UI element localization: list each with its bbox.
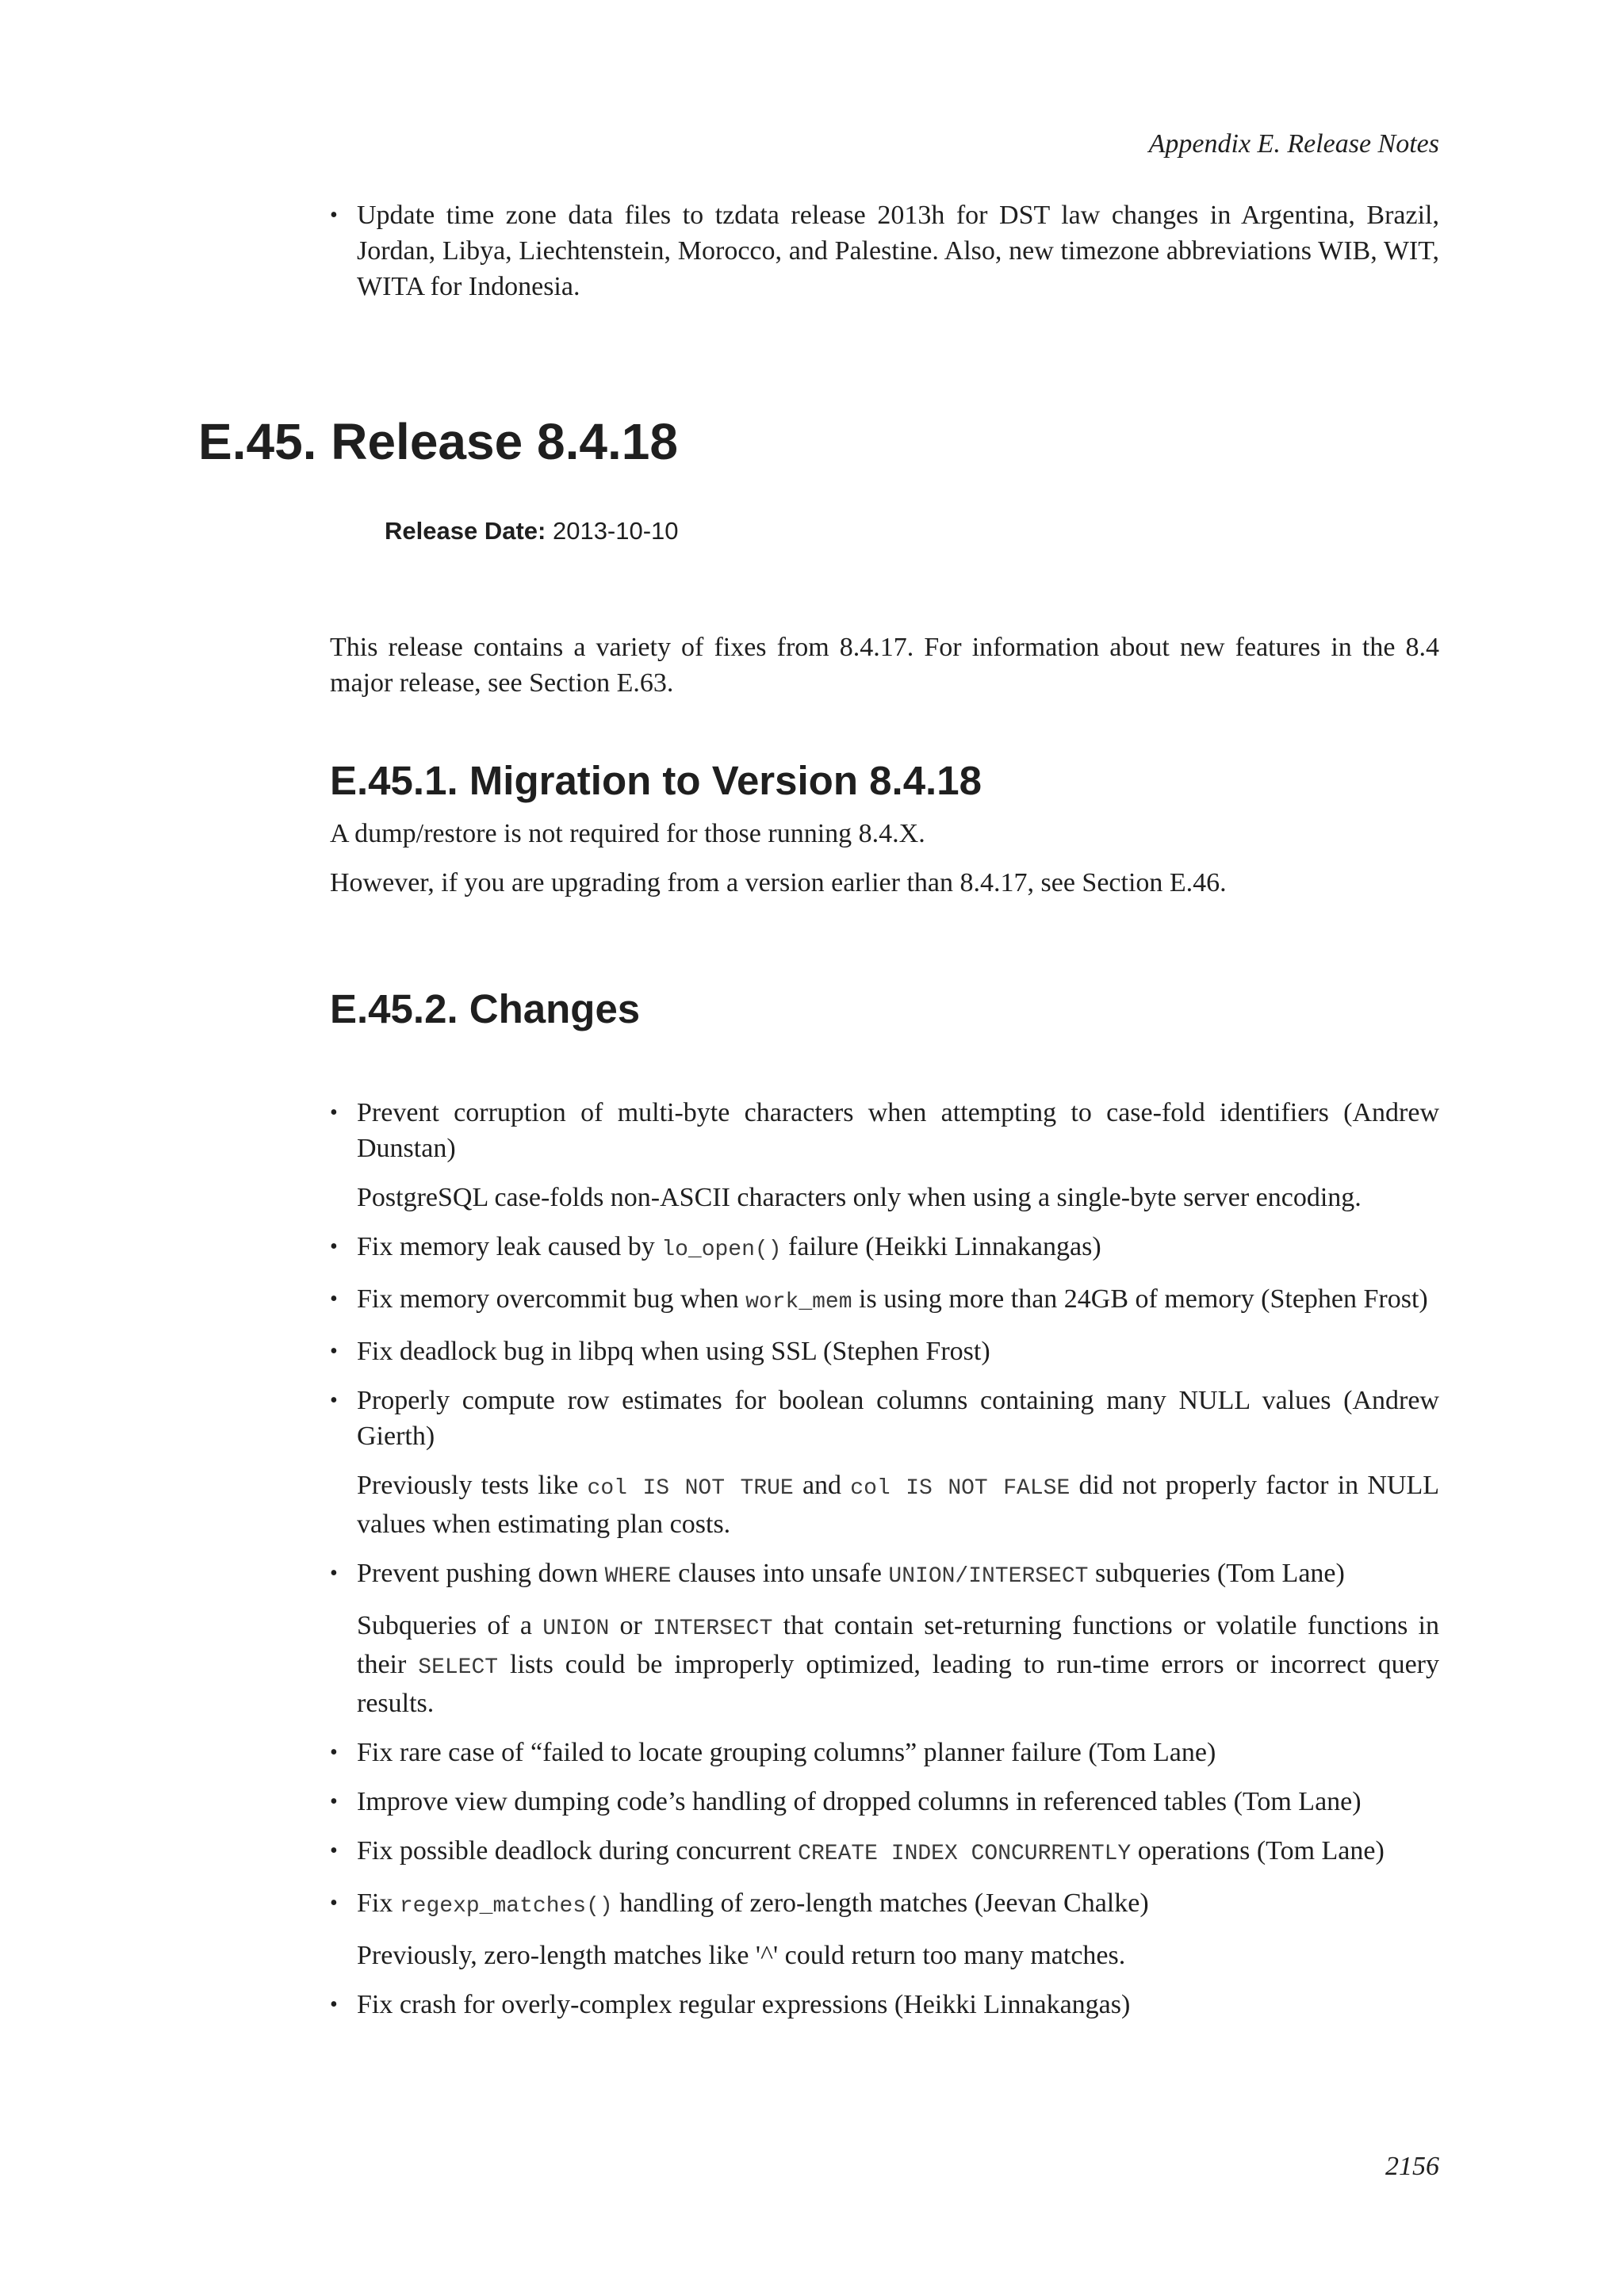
list-item-text: Update time zone data files to tzdata release 2013h for DST law changes in Argentina, Brazil, Jordan, Libya, Liechtenstein, Morocco, and Palestine. Also, new timezone abbreviations WIB, WIT, WITA for Indonesia. — [357, 201, 1439, 301]
code-lo-open: lo_open() — [661, 1238, 782, 1262]
code-col-is-not-false: col IS NOT FALSE — [850, 1476, 1071, 1501]
migration-paragraph-2: However, if you are upgrading from a version earlier than 8.4.17, see Section E.46. — [330, 868, 1227, 897]
list-item — [330, 1885, 1439, 1924]
list-item-text: operations (Tom Lane) — [1131, 1836, 1385, 1866]
list-item-text: Fix possible deadlock during concurrent — [357, 1836, 799, 1866]
changes-section — [330, 985, 1439, 1032]
note-text: that contain set-returning functions or volatile functions in their — [357, 1611, 1439, 1679]
list-item-text: Fix — [357, 1888, 400, 1918]
list-item — [330, 1281, 1439, 1320]
bullet-icon: • — [330, 1992, 338, 2017]
bullet-icon: • — [330, 1740, 338, 1765]
migration-paragraph-1: A dump/restore is not required for those running 8.4.X. — [330, 819, 925, 848]
release-date-value: 2013-10-10 — [552, 517, 679, 545]
list-item — [330, 1987, 1439, 2022]
bullet-icon: • — [330, 1100, 338, 1125]
list-item-note: Previously, zero-length matches like '^' could return too many matches. — [357, 1941, 1126, 1970]
bullet-icon: • — [330, 1839, 338, 1863]
migration-heading: E.45.1. Migration to Version 8.4.18 — [330, 758, 982, 803]
list-item — [330, 1334, 1439, 1369]
list-item — [330, 1383, 1439, 1454]
list-item-text: Prevent corruption of multi-byte characters when attempting to case-fold identifiers (Andrew Dunstan) — [357, 1098, 1439, 1163]
code-work-mem: work_mem — [745, 1290, 852, 1314]
list-item-text: failure (Heikki Linnakangas) — [781, 1232, 1101, 1261]
list-item-text: Fix memory leak caused by — [357, 1232, 662, 1261]
bullet-icon: • — [330, 1388, 338, 1413]
running-header: Appendix E. Release Notes — [1148, 129, 1439, 159]
list-item-text: is using more than 24GB of memory (Stephen Frost) — [852, 1284, 1428, 1314]
list-item-text: Properly compute row estimates for boolean columns containing many NULL values (Andrew Gierth) — [357, 1386, 1439, 1451]
changes-heading: E.45.2. Changes — [330, 986, 641, 1031]
note-text: Subqueries of a — [357, 1611, 543, 1640]
list-item-text: Prevent pushing down — [357, 1559, 605, 1588]
list-item — [330, 197, 1439, 304]
list-item-text: Fix crash for overly-complex regular expressions (Heikki Linnakangas) — [357, 1990, 1131, 2019]
list-item-text: Fix memory overcommit bug when — [357, 1284, 746, 1314]
bullet-icon: • — [330, 1234, 338, 1259]
list-item — [330, 1556, 1439, 1594]
code-intersect: INTERSECT — [653, 1617, 773, 1641]
page-number: 2156 — [1385, 2152, 1439, 2181]
migration-section — [330, 757, 1439, 901]
intro-paragraph: This release contains a variety of fixes from 8.4.17. For information about new features in the 8.4 major release, see Section E.63. — [330, 633, 1439, 698]
release-date — [385, 517, 679, 545]
bullet-icon: • — [330, 1789, 338, 1814]
code-col-is-not-true: col IS NOT TRUE — [587, 1476, 794, 1501]
list-item-text: clauses into unsafe — [671, 1559, 889, 1588]
list-item-text: Fix rare case of “failed to locate grouping columns” planner failure (Tom Lane) — [357, 1738, 1216, 1767]
code-select: SELECT — [418, 1655, 499, 1680]
note-text: Previously tests like — [357, 1471, 588, 1500]
note-text: lists could be improperly optimized, leading to run-time errors or incorrect query results. — [357, 1650, 1439, 1718]
note-text: or — [609, 1611, 653, 1640]
code-where: WHERE — [604, 1564, 672, 1589]
list-item — [330, 1833, 1439, 1872]
note-text: and — [793, 1471, 851, 1500]
list-item — [330, 1735, 1439, 1770]
list-item-note — [330, 1468, 1439, 1542]
top-bullet-list — [330, 197, 1439, 304]
intro-block — [330, 629, 1439, 701]
list-item — [330, 1095, 1439, 1166]
note-text: did not properly factor in NULL values when estimating plan costs. — [357, 1471, 1440, 1539]
release-date-label: Release Date: — [385, 517, 546, 545]
bullet-icon: • — [330, 1339, 338, 1364]
bullet-icon: • — [330, 1891, 338, 1915]
section-title: E.45. Release 8.4.18 — [198, 413, 678, 470]
code-regexp-matches: regexp_matches() — [399, 1894, 613, 1919]
list-item — [330, 1784, 1439, 1820]
code-union-intersect: UNION/INTERSECT — [888, 1564, 1089, 1589]
list-item-text: handling of zero-length matches (Jeevan Chalke) — [612, 1888, 1149, 1918]
bullet-icon: • — [330, 1561, 338, 1586]
bullet-icon: • — [330, 1287, 338, 1311]
list-item-note: PostgreSQL case-folds non-ASCII characters only when using a single-byte server encoding. — [357, 1183, 1362, 1212]
list-item-text: subqueries (Tom Lane) — [1088, 1559, 1345, 1588]
list-item-note — [330, 1608, 1439, 1721]
code-union: UNION — [542, 1617, 610, 1641]
list-item-text: Fix deadlock bug in libpq when using SSL (Stephen Frost) — [357, 1337, 990, 1366]
code-create-index-concurrently: CREATE INDEX CONCURRENTLY — [798, 1842, 1132, 1866]
changes-list — [330, 1095, 1439, 2022]
bullet-icon: • — [330, 203, 338, 228]
list-item — [330, 1229, 1439, 1268]
list-item-text: Improve view dumping code’s handling of dropped columns in referenced tables (Tom Lane) — [357, 1787, 1362, 1816]
